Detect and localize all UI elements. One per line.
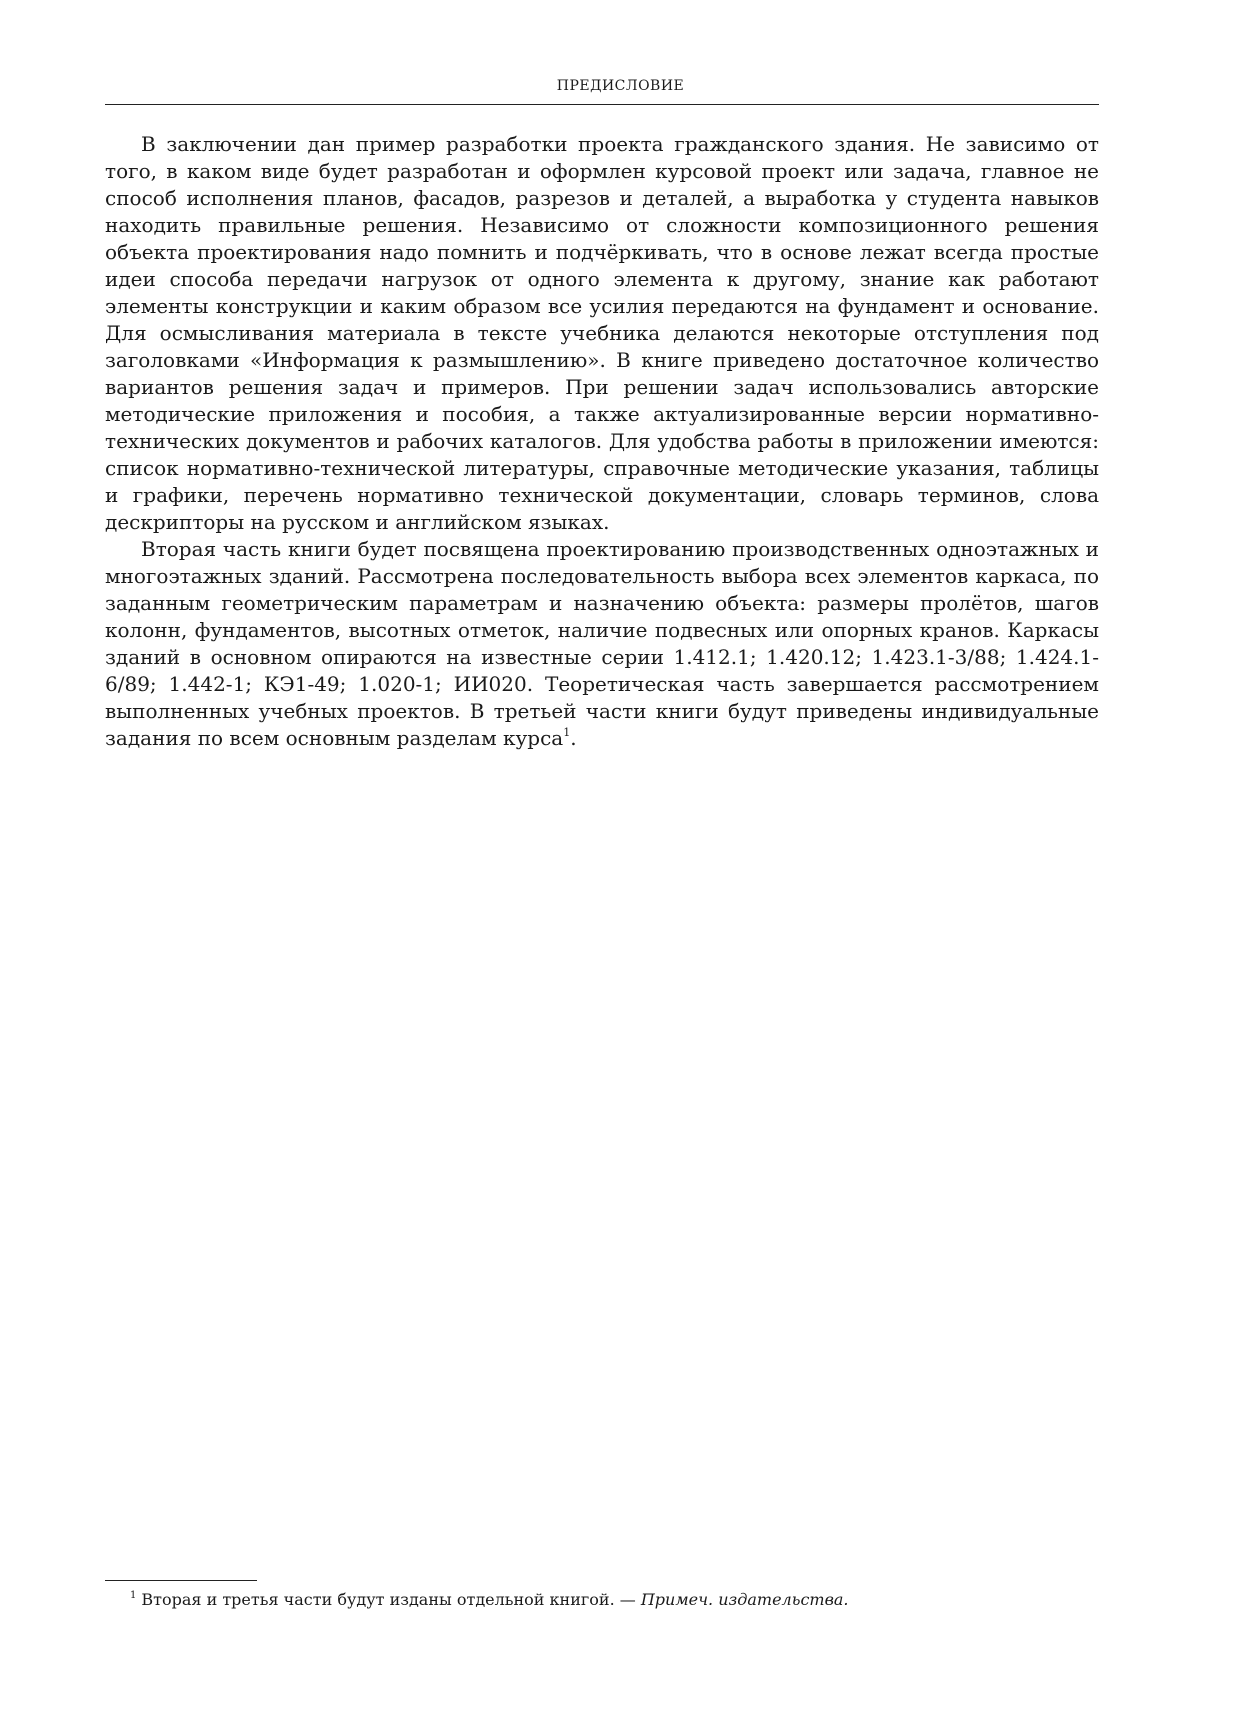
page-title: ПРЕДИСЛОВИЕ xyxy=(556,78,685,94)
running-header xyxy=(0,78,1241,94)
footnote-divider xyxy=(105,1580,257,1581)
header-divider xyxy=(105,104,1099,105)
paragraph-2-text: Вторая часть книги будет посвящена проектированию производственных одноэтажных и многоэтажных зданий. Рассмотрена последовательность выбора всех элементов каркаса, по заданным геометрическим параметрам и назначению объекта: размеры пролётов, шагов колонн, фундаментов, высотных отметок, наличие подвесных или опорных кранов. Каркасы зданий в основном опираются на известные серии 1.412.1; 1.420.12; 1.423.1-3/88; 1.424.1-6/89; 1.442-1; КЭ1-49; 1.020-1; ИИ020. Теоретическая часть завершается рассмотрением выполненных учебных проектов. В третьей части книги будут приведены индивидуальные задания по всем основным разделам курса xyxy=(105,537,1099,750)
footnote xyxy=(130,1589,1090,1611)
paragraph-2: Вторая часть книги будет посвящена проектированию производственных одноэтажных и многоэтажных зданий. Рассмотрена последовательность выбора всех элементов каркаса, по заданным геометрическим параметрам и назначению объекта: размеры пролётов, шагов колонн, фундаментов, высотных отметок, наличие подвесных или опорных кранов. Каркасы зданий в основном опираются на известные серии 1.412.1; 1.420.12; 1.423.1-3/88; 1.424.1-6/89; 1.442-1; КЭ1-49; 1.020-1; ИИ020. Теоретическая часть завершается рассмотрением выполненных учебных проектов. В третьей части книги будут приведены индивидуальные задания по всем основным разделам курса$^1$. xyxy=(105,537,1099,750)
main-text xyxy=(105,131,1099,752)
footnote-reference[interactable]: 1 xyxy=(563,726,571,739)
footnote-number: 1 xyxy=(130,1590,137,1601)
paragraph-1: В заключении дан пример разработки проекта гражданского здания. Не зависимо от того, в каком виде будет разработан и оформлен курсовой проект или задача, главное не способ исполнения планов, фасадов, разрезов и деталей, а выработка у студента навыков находить правильные решения. Независимо от сложности композиционного решения объекта проектирования надо помнить и подчёркивать, что в основе лежат всегда простые идеи способа передачи нагрузок от одного элемента к другому, знание как работают элементы конструкции и каким образом все усилия передаются на фундамент и основание. Для осмысливания материала в тексте учебника делаются некоторые отступления под заголовками «Информация к размышлению». В книге приведено достаточное количество вариантов решения задач и примеров. При решении задач использовались авторские методические приложения и пособия, а также актуализированные версии нормативно-технических документов и рабочих каталогов. Для удобства работы в приложении имеются: список нормативно-технической литературы, справочные методические указания, таблицы и графики, перечень нормативно технической документации, словарь терминов, слова дескрипторы на русском и английском языках. xyxy=(105,132,1099,534)
footnote-text: Вторая и третья части будут изданы отдельной книгой. — xyxy=(141,1590,641,1609)
footnote-publisher-note: Примеч. издательства. xyxy=(640,1590,849,1609)
